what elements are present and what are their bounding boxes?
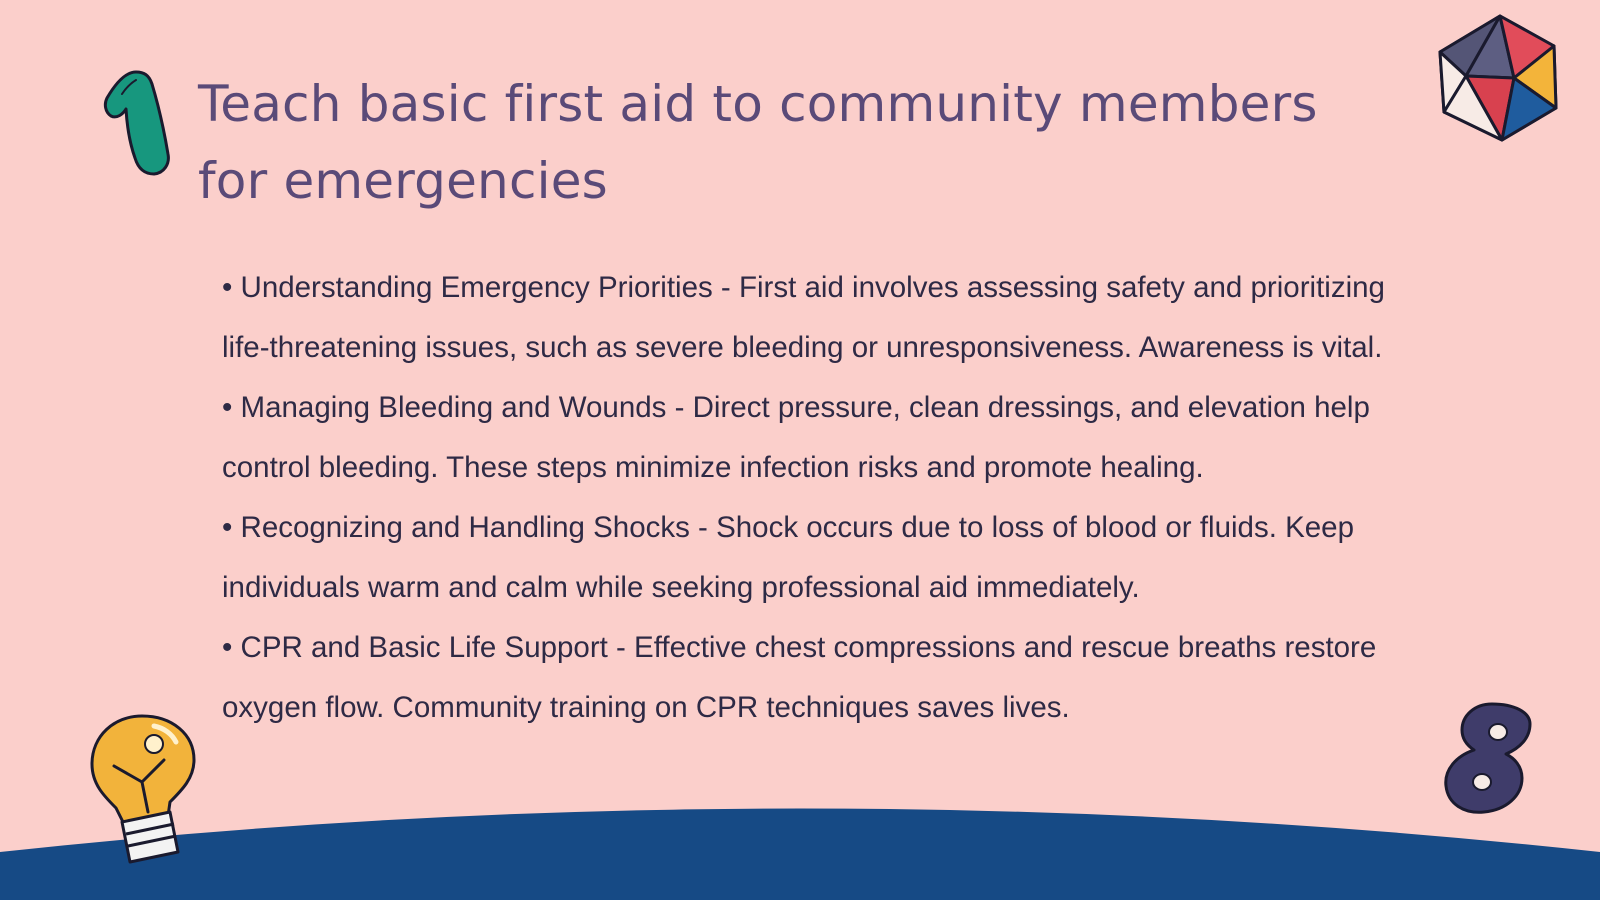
bullet-shock: • Recognizing and Handling Shocks - Shock occurs due to loss of blood or fluids. Keep individuals warm and calm while seeking professional aid immediately. bbox=[222, 511, 1354, 604]
number-one-icon bbox=[98, 64, 182, 182]
lightbulb-icon bbox=[84, 712, 204, 872]
footer-wave bbox=[0, 800, 1600, 900]
number-eight-icon bbox=[1440, 700, 1540, 818]
bullet-emergency-priorities: • Understanding Emergency Priorities - First aid involves assessing safety and prioritizing life-threatening issues, such as severe bleeding or unresponsiveness. Awareness is vital. bbox=[222, 271, 1385, 364]
bullet-list bbox=[222, 258, 1422, 738]
polyhedron-icon bbox=[1432, 10, 1562, 144]
bullet-cpr: • CPR and Basic Life Support - Effective chest compressions and rescue breaths restore oxygen flow. Community training on CPR techniques saves lives. bbox=[222, 631, 1377, 724]
bullet-bleeding-wounds: • Managing Bleeding and Wounds - Direct pressure, clean dressings, and elevation help control bleeding. These steps minimize infection risks and promote healing. bbox=[222, 391, 1370, 484]
slide-title: Teach basic first aid to community members for emergencies bbox=[198, 75, 1318, 210]
